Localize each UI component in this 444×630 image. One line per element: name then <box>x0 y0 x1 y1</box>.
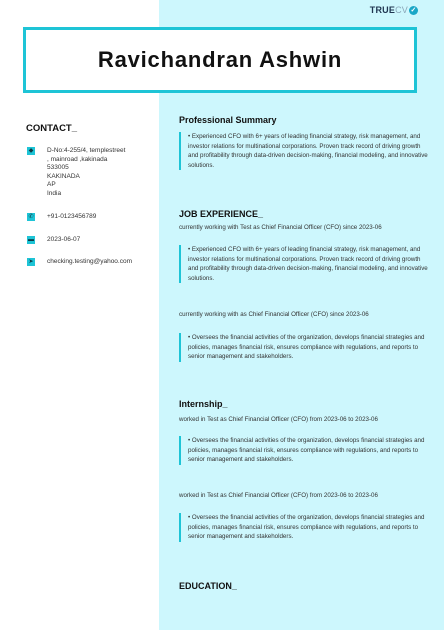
candidate-name: Ravichandran Ashwin <box>97 47 343 72</box>
address-line: D-No:4-255/4, templestreet <box>47 147 126 154</box>
experience-title: currently working with as Chief Financial Officer (CFO) since 2023-06 <box>179 311 369 318</box>
brand-logo <box>370 5 418 15</box>
address-line: India <box>47 189 62 197</box>
address-line: 533005 <box>47 164 69 171</box>
internship-description: • Oversees the financial activities of the organization, develops financial strategies and policies, manages financial risk, ensures compliance with regulations, and reports to senior management and stakeholders. <box>179 513 429 542</box>
internship-title: worked in Test as Chief Financial Officer (CFO) from 2023-06 to 2023-06 <box>179 492 378 499</box>
name-header-box <box>23 27 417 93</box>
contact-phone <box>27 213 96 222</box>
internship-heading: Internship_ <box>179 399 228 409</box>
education-heading: EDUCATION_ <box>179 581 237 591</box>
internship-title: worked in Test as Chief Financial Officer (CFO) from 2023-06 to 2023-06 <box>179 416 378 423</box>
contact-heading: CONTACT_ <box>26 123 78 134</box>
contact-date <box>27 236 80 245</box>
contact-email <box>27 258 132 267</box>
internship-description: • Oversees the financial activities of the organization, develops financial strategies and policies, manages financial risk, ensures compliance with regulations, and reports to senior management and stakeholders. <box>179 436 429 465</box>
brand-text-true: TRUE <box>369 5 396 15</box>
phone-number: +91-0123456789 <box>47 213 97 220</box>
calendar-icon: ▬ <box>28 237 34 243</box>
summary-heading: Professional Summary <box>179 115 277 125</box>
check-icon: ✓ <box>410 6 417 14</box>
address-line: , mainroad ,kakinada <box>47 155 108 163</box>
experience-title: currently working with Test as Chief Financial Officer (CFO) since 2023-06 <box>179 224 382 231</box>
contact-address <box>27 147 125 198</box>
address-lines <box>47 147 125 198</box>
brand-text-cv: CV <box>395 5 408 15</box>
experience-heading: JOB EXPERIENCE_ <box>179 209 264 219</box>
phone-icon: ✆ <box>28 214 34 220</box>
experience-description: • Oversees the financial activities of the organization, develops financial strategies and policies, manages financial risk, ensures compliance with regulations, and reports to senior management and stakeholders. <box>179 333 429 362</box>
location-icon: ◆ <box>28 148 34 154</box>
summary-text: • Experienced CFO with 6+ years of leading financial strategy, risk management, and investor relations for multinational corporations. Proven track record of driving growth and profitability through data-driven decision-making, financial modeling, and innovative solutions. <box>179 132 429 170</box>
email-address: checking.testing@yahoo.com <box>47 258 133 265</box>
date-value: 2023-06-07 <box>47 236 81 243</box>
send-icon: ➤ <box>28 259 34 265</box>
address-line: KAKINADA <box>47 172 80 180</box>
address-line: AP <box>47 181 56 188</box>
experience-description: • Experienced CFO with 6+ years of leading financial strategy, risk management, and investor relations for multinational corporations. Proven track record of driving growth and profitability through data-driven decision-making, financial modeling, and innovative solutions. <box>179 245 429 283</box>
